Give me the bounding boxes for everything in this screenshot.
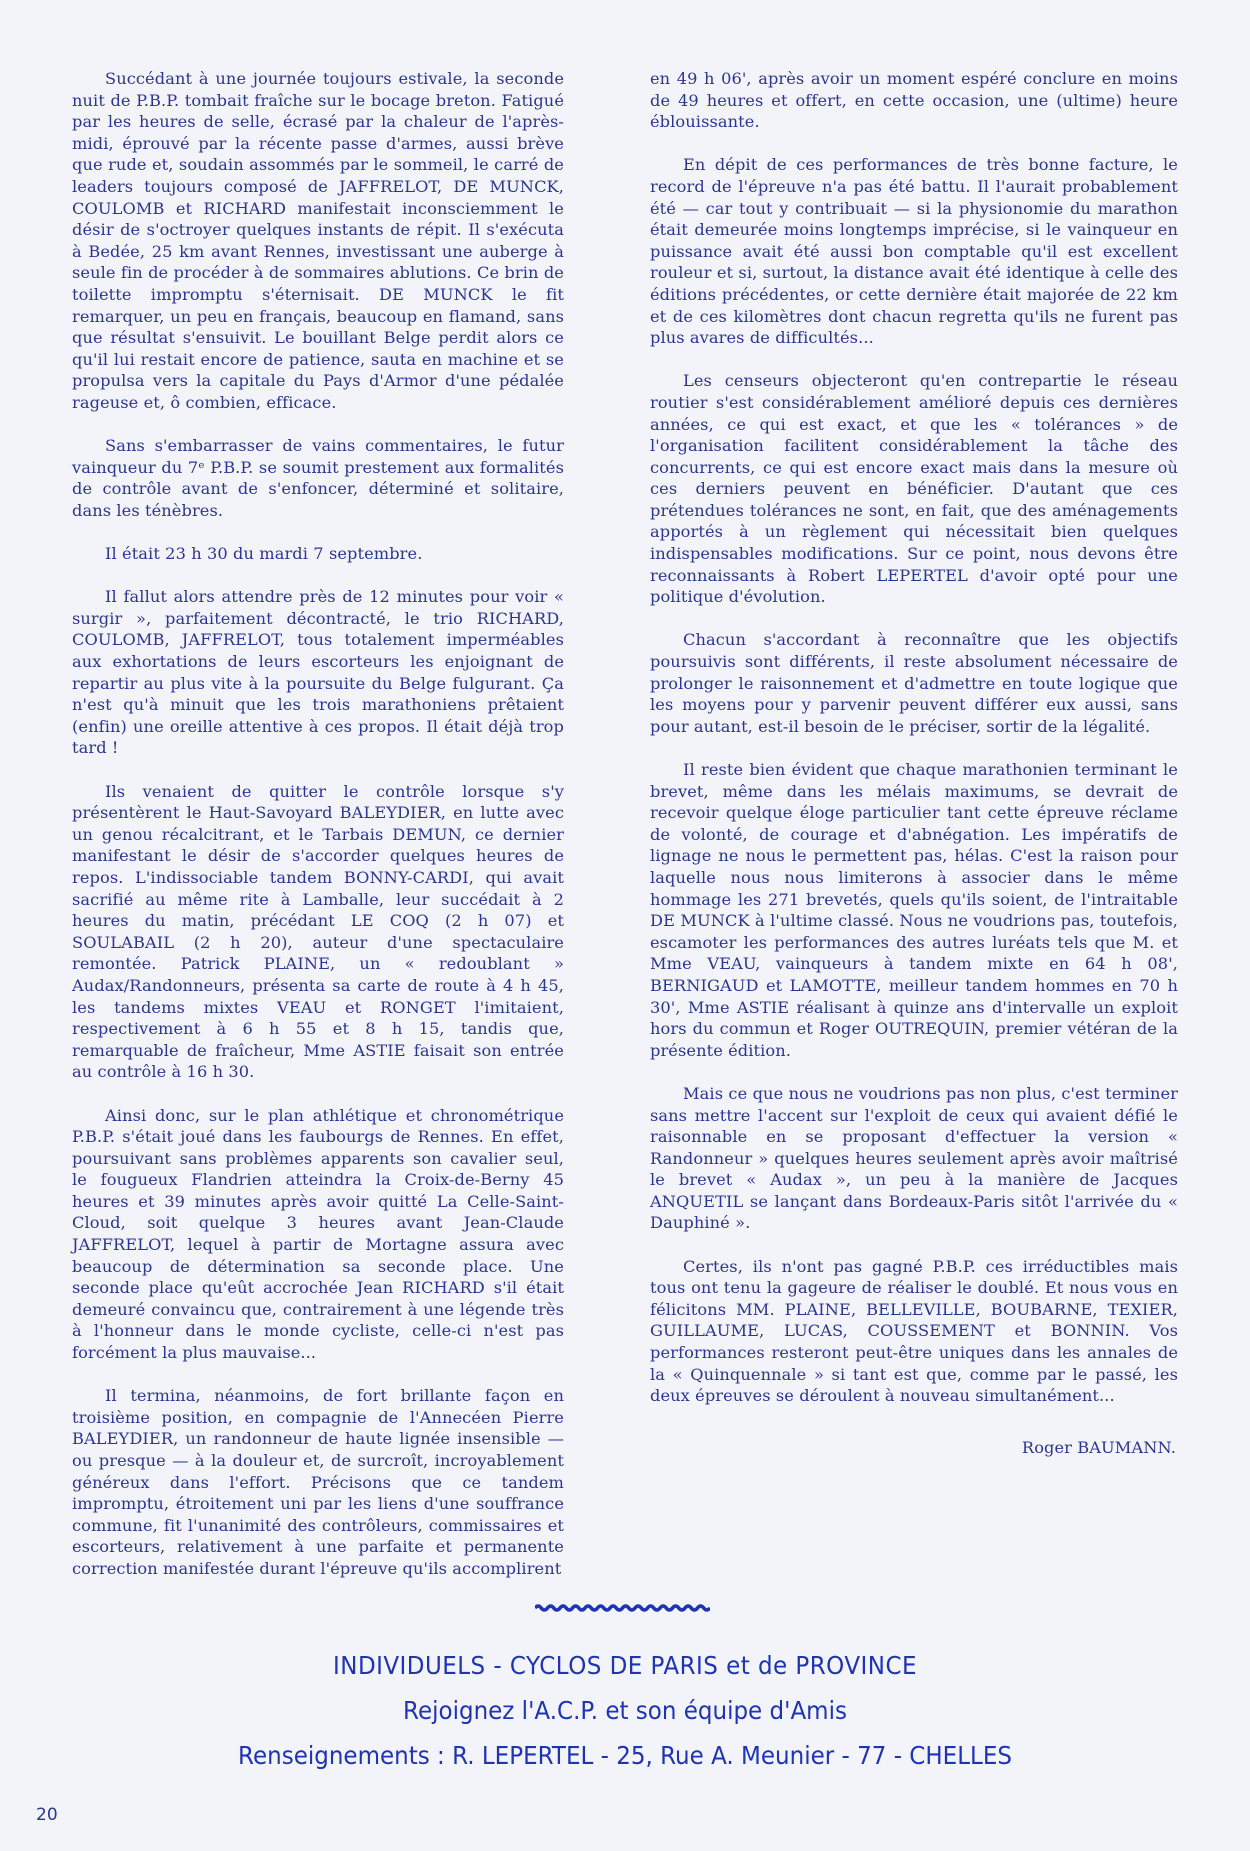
wavy-divider bbox=[535, 1604, 710, 1612]
paragraph: Les censeurs objecteront qu'en contrepartie le réseau routier s'est considérablement amélioré depuis ces dernières années, ce qui est exact, et que les « tolérances » de l'organisation facilitent considérablement la tâche des concurrents, ce qui est encore exact mais dans la mesure où ces derniers peuvent en bénéficier. D'autant que ces prétendues tolérances ne sont, en fait, que des aménagements apportés à un règlement qui nécessitait bien quelques indispensables modifications. Sur ce point, nous devons être reconnaissants à Robert LEPERTEL d'avoir opté pour une politique d'évolution. bbox=[650, 371, 1178, 607]
paragraph: Succédant à une journée toujours estivale, la seconde nuit de P.B.P. tombait fraîche sur le bocage breton. Fatigué par les heures de selle, écrasé par la chaleur de l'après-midi, éprouvé par la récente passe d'armes, aussi brève que rude et, soudain assommés par le sommeil, le carré de leaders toujours composé de JAFFRELOT, DE MUNCK, COULOMB et RICHARD manifestait inconsciemment le désir de s'octroyer quelques instants de répit. Il s'exécuta à Bedée, 25 km avant Rennes, investissant une auberge à seule fin de procéder à de sommaires ablutions. Ce brin de toilette impromptu s'éternisait. DE MUNCK le fit remarquer, un peu en français, beaucoup en flamand, sans que résultat s'ensuivit. Le bouillant Belge perdit alors ce qu'il lui restait encore de patience, sauta en machine et se propulsa vers la capitale du Pays d'Armor d'une pédalée rageuse et, ô combien, efficace. bbox=[72, 69, 564, 412]
page-number: 20 bbox=[36, 1805, 58, 1825]
author-signature: Roger BAUMANN. bbox=[1021, 1437, 1176, 1457]
article-left-column bbox=[72, 68, 564, 1601]
ad-headline: INDIVIDUELS - CYCLOS DE PARIS et de PROVINCE bbox=[333, 1651, 917, 1680]
paragraph: Il était 23 h 30 du mardi 7 septembre. bbox=[105, 544, 423, 564]
paragraph: Il reste bien évident que chaque marathonien terminant le brevet, même dans les mélais maximums, se devrait de recevoir quelque éloge particulier tant cette épreuve réclame de volonté, de courage et d'abnégation. Les impératifs de lignage ne nous le permettent pas, hélas. C'est la raison pour laquelle nous nous limiterons à associer dans le même hommage les 271 brevetés, quels qu'ils soient, de l'intraitable DE MUNCK à l'ultime classé. Nous ne voudrions pas, toutefois, escamoter les performances des autres luréats tels que M. et Mme VEAU, vainqueurs à tandem mixte en 64 h 08', BERNIGAUD et LAMOTTE, meilleur tandem hommes en 70 h 30', Mme ASTIE réalisant à quinze ans d'intervalle un exploit hors du commun et Roger OUTREQUIN, premier vétéran de la présente édition. bbox=[650, 760, 1178, 1060]
ad-subline: Rejoignez l'A.C.P. et son équipe d'Amis bbox=[403, 1696, 847, 1725]
paragraph: En dépit de ces performances de très bonne facture, le record de l'épreuve n'a pas été battu. Il l'aurait probablement été — car tout y contribuait — si la physionomie du marathon était demeurée moins longtemps imprécise, si le vainqueur en puissance avait été aussi bon comptable qu'il est excellent rouleur et si, surtout, la distance avait été identique à celle des éditions précédentes, or cette dernière était majorée de 22 km et de ces kilomètres dont chacun regretta qu'ils ne furent pas plus avares de difficultés... bbox=[650, 155, 1178, 348]
paragraph: Chacun s'accordant à reconnaître que les objectifs poursuivis sont différents, il reste absolument nécessaire de prolonger le raisonnement et d'admettre en toute logique que les moyens pour y parvenir peuvent différer eux aussi, sans pour autant, est-il besoin de le préciser, sortir de la légalité. bbox=[650, 630, 1178, 736]
paragraph: Il fallut alors attendre près de 12 minutes pour voir « surgir », parfaitement décontracté, le trio RICHARD, COULOMB, JAFFRELOT, tous totalement imperméables aux exhortations de leurs escorteurs les enjoignant de repartir au plus vite à la poursuite du Belge fulgurant. Ça n'est qu'à minuit que les trois marathoniens prêtaient (enfin) une oreille attentive à ces propos. Il était déjà trop tard ! bbox=[72, 587, 564, 758]
article-right-column bbox=[650, 68, 1178, 1480]
paragraph: Ainsi donc, sur le plan athlétique et chronométrique P.B.P. s'était joué dans les faubourgs de Rennes. En effet, poursuivant sans problèmes apparents son cavalier seul, le fougueux Flandrien atteindra la Croix-de-Berny 45 heures et 39 minutes après avoir quitté La Celle-Saint-Cloud, soit quelque 3 heures avant Jean-Claude JAFFRELOT, lequel à partir de Mortagne assura avec beaucoup de détermination sa seconde place. Une seconde place qu'eût accrochée Jean RICHARD s'il était demeuré convaincu que, contrairement à une légende très à l'honneur dans le monde cycliste, celle-ci n'est pas forcément la plus mauvaise... bbox=[72, 1105, 564, 1363]
paragraph: Il termina, néanmoins, de fort brillante façon en troisième position, en compagnie de l'Annecéen Pierre BALEYDIER, un randonneur de haute lignée insensible — ou presque — à la douleur et, de surcroît, incroyablement généreux dans l'effort. Précisons que ce tandem impromptu, étroitement uni par les liens d'une souffrance commune, fit l'unanimité des contrôleurs, commissaires et escorteurs, relativement à une parfaite et permanente correction manifestée durant l'épreuve qu'ils accomplirent bbox=[72, 1386, 564, 1578]
paragraph: Mais ce que nous ne voudrions pas non plus, c'est terminer sans mettre l'accent sur l'exploit de ceux qui avaient défié le raisonnable en se proposant d'effectuer la version « Randonneur » quelques heures seulement après avoir maîtrisé le brevet « Audax », un peu à la manière de Jacques ANQUETIL se lançant dans Bordeaux-Paris sitôt l'arrivée du « Dauphiné ». bbox=[650, 1083, 1178, 1233]
ad-contact-info: Renseignements : R. LEPERTEL - 25, Rue A. Meunier - 77 - CHELLES bbox=[238, 1741, 1012, 1770]
paragraph: Sans s'embarrasser de vains commentaires, le futur vainqueur du 7ᵉ P.B.P. se soumit prestement aux formalités de contrôle avant de s'enfoncer, déterminé et solitaire, dans les ténèbres. bbox=[72, 436, 564, 520]
paragraph: en 49 h 06', après avoir un moment espéré conclure en moins de 49 heures et offert, en cette occasion, une (ultime) heure éblouissante. bbox=[650, 69, 1178, 132]
paragraph: Certes, ils n'ont pas gagné P.B.P. ces irréductibles mais tous ont tenu la gageure de réaliser le doublé. Et nous vous en félicitons MM. PLAINE, BELLEVILLE, BOUBARNE, TEXIER, GUILLAUME, LUCAS, COUSSEMENT et BONNIN. Vos performances resteront peut-être uniques dans les annales de la « Quinquennale » si tant est que, comme par le passé, les deux épreuves se déroulent à nouveau simultanément... bbox=[650, 1256, 1178, 1406]
paragraph: Ils venaient de quitter le contrôle lorsque s'y présentèrent le Haut-Savoyard BALEYDIER, en lutte avec un genou récalcitrant, et le Tarbais DEMUN, ce dernier manifestant le désir de s'accorder quelques heures de repos. L'indissociable tandem BONNY-CARDI, qui avait sacrifié au même rite à Lamballe, leur succédait à 2 heures du matin, précédant LE COQ (2 h 07) et SOULABAIL (2 h 20), auteur d'une spectaculaire remontée. Patrick PLAINE, un « redoublant » Audax/Randonneurs, présenta sa carte de route à 4 h 45, les tandems mixtes VEAU et RONGET l'imitaient, respectivement à 6 h 55 et 8 h 15, tandis que, remarquable de fraîcheur, Mme ASTIE faisait son entrée au contrôle à 16 h 30. bbox=[72, 781, 564, 1082]
